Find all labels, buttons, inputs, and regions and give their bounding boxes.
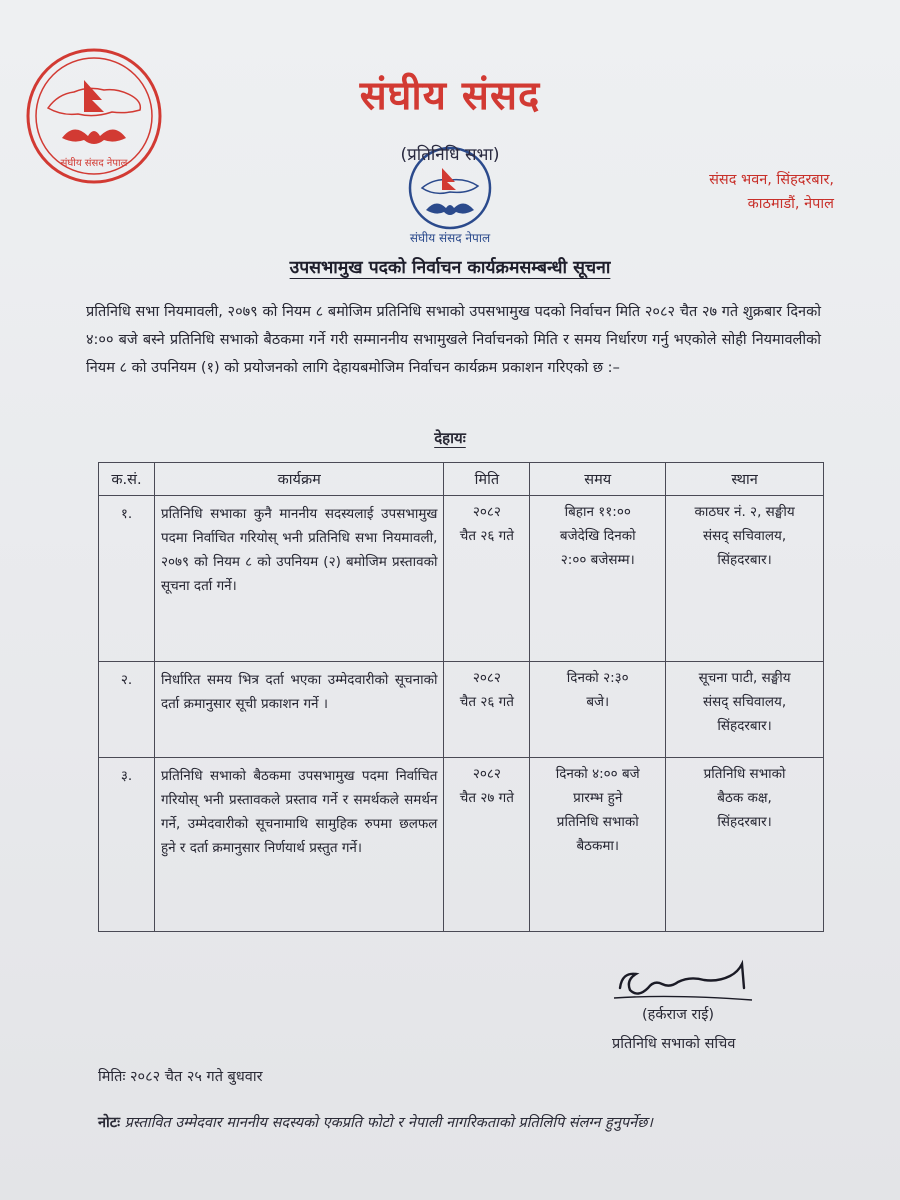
signatory-name: (हर्कराज राई) bbox=[642, 1007, 715, 1023]
header-serial: क.सं. bbox=[99, 463, 155, 496]
office-address bbox=[709, 168, 834, 216]
note-text: प्रस्तावित उम्मेदवार माननीय सदस्यको एकप्रति फोटो र नेपाली नागरिकताको प्रतिलिपि संलग्न हुनुपर्नेछ। bbox=[124, 1115, 653, 1131]
table-row bbox=[99, 758, 824, 932]
signatory-title: प्रतिनिधि सभाको सचिव bbox=[612, 1036, 736, 1052]
row-time-line: बैठकमा। bbox=[576, 838, 620, 854]
row-time-line: दिनको २:३० bbox=[566, 670, 629, 686]
row-program: प्रतिनिधि सभाको बैठकमा उपसभामुख पदमा निर्वाचित गरियोस् भनी प्रस्तावकले प्रस्ताव गर्ने र समर्थकले समर्थन गर्ने, उम्मेदवारीको सूचनामाथि सामुहिक रुपमा छलफल हुने र दर्ता क्रमानुसार निर्णयार्थ प्रस्तुत गर्ने। bbox=[154, 758, 444, 932]
row-place-line: सिंहदरबार। bbox=[717, 718, 772, 734]
issue-date: मितिः २०८२ चैत २५ गते बुधवार bbox=[98, 1069, 263, 1085]
schedule-caption bbox=[0, 428, 900, 448]
table-header-row bbox=[99, 463, 824, 496]
table-row bbox=[99, 496, 824, 662]
row-program: निर्धारित समय भित्र दर्ता भएका उम्मेदवारीको सूचनाको दर्ता क्रमानुसार सूची प्रकाशन गर्ने । bbox=[154, 662, 444, 758]
row-place bbox=[666, 496, 824, 662]
row-date-year: २०८२ bbox=[472, 766, 501, 782]
row-serial: २. bbox=[99, 662, 155, 758]
parliament-emblem-logo bbox=[22, 44, 166, 188]
row-place-line: सिंहदरबार। bbox=[717, 552, 772, 568]
row-time-line: बजे। bbox=[586, 694, 610, 710]
row-time-line: दिनको ४:०० बजे bbox=[555, 766, 640, 782]
header-program: कार्यक्रम bbox=[154, 463, 444, 496]
row-place-line: प्रतिनिधि सभाको bbox=[703, 766, 786, 782]
page-subtitle: (प्रतिनिधि सभा) bbox=[400, 145, 500, 165]
row-date-day: चैत २६ गते bbox=[459, 528, 514, 544]
row-date-day: चैत २७ गते bbox=[459, 790, 514, 806]
row-time bbox=[530, 758, 666, 932]
row-place-line: संसद् सचिवालय, bbox=[702, 694, 787, 710]
row-date-year: २०८२ bbox=[472, 504, 501, 520]
address-line-1: संसद भवन, सिंहदरबार, bbox=[709, 172, 834, 188]
left-logo-text: संघीय संसद नेपाल bbox=[60, 158, 128, 169]
row-time bbox=[530, 662, 666, 758]
row-place bbox=[666, 662, 824, 758]
row-time bbox=[530, 496, 666, 662]
row-serial: १. bbox=[99, 496, 155, 662]
row-place-line: संसद् सचिवालय, bbox=[702, 528, 787, 544]
row-place-line: सूचना पाटी, सङ्घीय bbox=[698, 670, 791, 686]
row-program: प्रतिनिधि सभाका कुनै माननीय सदस्यलाई उपसभामुख पदमा निर्वाचित गरियोस् भनी प्रतिनिधि सभा नियमावली, २०७९ को नियम ८ को उपनियम (२) बमोजिम प्रस्तावको सूचना दर्ता गर्ने। bbox=[154, 496, 444, 662]
row-date bbox=[444, 496, 530, 662]
table-row bbox=[99, 662, 824, 758]
row-time-line: बजेदेखि दिनको bbox=[559, 528, 636, 544]
election-schedule-table bbox=[98, 462, 824, 932]
header-date: मिति bbox=[444, 463, 530, 496]
row-date-day: चैत २६ गते bbox=[459, 694, 514, 710]
row-place-line: बैठक कक्ष, bbox=[717, 790, 772, 806]
header-time: समय bbox=[530, 463, 666, 496]
row-time-line: बिहान ११:०० bbox=[564, 504, 631, 520]
row-date bbox=[444, 758, 530, 932]
row-serial: ३. bbox=[99, 758, 155, 932]
header-place: स्थान bbox=[666, 463, 824, 496]
footer-note bbox=[98, 1112, 858, 1132]
schedule-caption-text: देहायः bbox=[434, 429, 466, 447]
row-place bbox=[666, 758, 824, 932]
note-label: नोटः bbox=[98, 1115, 121, 1131]
row-place-line: काठघर नं. २, सङ्घीय bbox=[694, 504, 795, 520]
row-time-line: प्रारम्भ हुने bbox=[573, 790, 623, 806]
page-title: संघीय संसद bbox=[359, 72, 541, 119]
notice-heading bbox=[0, 255, 900, 279]
signature-image bbox=[612, 958, 762, 1008]
row-time-line: २:०० बजेसम्म। bbox=[560, 552, 635, 568]
row-date-year: २०८२ bbox=[472, 670, 501, 686]
address-line-2: काठमाडौं, नेपाल bbox=[747, 196, 834, 212]
notice-heading-text: उपसभामुख पदको निर्वाचन कार्यक्रमसम्बन्धी सूचना bbox=[289, 258, 611, 278]
row-place-line: सिंहदरबार। bbox=[717, 814, 772, 830]
center-logo-text: संघीय संसद नेपाल bbox=[409, 231, 491, 245]
row-date bbox=[444, 662, 530, 758]
notice-intro-paragraph: प्रतिनिधि सभा नियमावली, २०७९ को नियम ८ बमोजिम प्रतिनिधि सभाको उपसभामुख पदको निर्वाचन मिति २०८२ चैत २७ गते शुक्रबार दिनको ४:०० बजे बस्ने प्रतिनिधि सभाको बैठकमा गर्ने गरी सम्माननीय सभामुखले निर्वाचनको मिति र समय निर्धारण गर्नु भएकोले सोही नियमावलीको नियम ८ को उपनियम (१) को प्रयोजनको लागि देहायबमोजिम निर्वाचन कार्यक्रम प्रकाशन गरिएको छ :– bbox=[86, 304, 821, 376]
row-time-line: प्रतिनिधि सभाको bbox=[556, 814, 639, 830]
